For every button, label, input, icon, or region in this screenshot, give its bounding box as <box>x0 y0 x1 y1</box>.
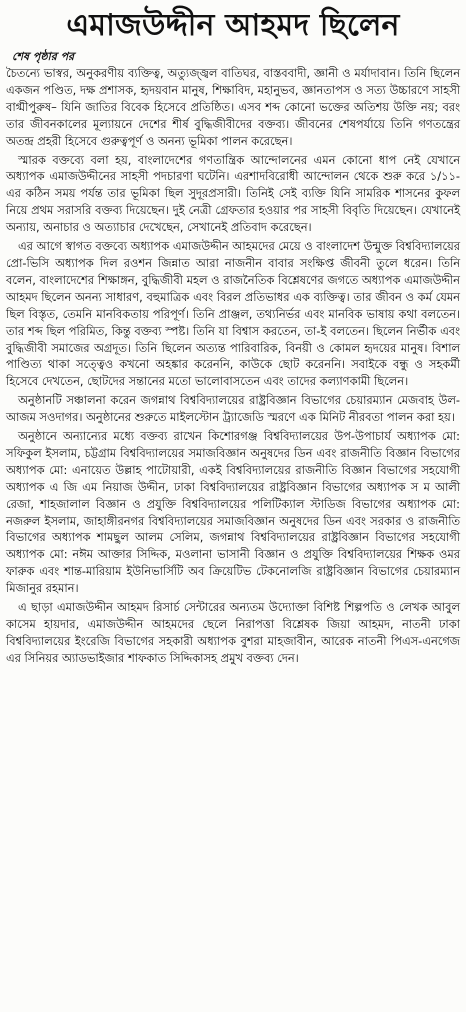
article-headline: এমাজউদ্দীন আহমদ ছিলেন <box>66 8 400 43</box>
article-paragraph-6: এ ছাড়া এমাজউদ্দীন আহমদ রিসার্চ সেন্টারের অন্যতম উদ্যোক্তা বিশিষ্ট শিল্পপতি ও লেখক আবুল কাসেম হায়দার, এমাজউদ্দীন আহমদের ছেলে নিরাপত্তা বিশ্লেষক জিয়া আহমদ, নাতনী ঢাকা বিশ্ববিদ্যালয়ের ইংরেজি বিভাগের সহকারী অধ্যাপক বুশরা মাহজাবীন, আরেক নাতনী পিএস-এনগেজ এর সিনিয়র অ্যাডভাইজার শাফকাত সিদ্দিকাসহ প্রমুখ বক্তব্য দেন। <box>6 600 460 665</box>
article-body <box>6 65 460 667</box>
article-paragraph-1: চৈতন্যে ভাস্বর, অনুকরণীয় ব্যক্তিত্ব, অত্যুজ্জ্বল বাতিঘর, বাস্তববাদী, জ্ঞানী ও মর্যাদাবান। তিনি ছিলেন একজন পণ্ডিত, দক্ষ প্রশাসক, হৃদয়বান মানুষ, শিক্ষাবিদ, মহানুভব, জ্ঞানতাপস ও সত্য উচ্চারণে সাহসী বাগ্মীপুরুষ– যিনি জাতির বিবেক হিসেবে প্রতিষ্ঠিত। এসব শব্দ কোনো ভক্তের অতিশয় উক্তি নয়; বরং তার জীবনকালের মূল্যায়নে দেশের শীর্ষ বুদ্ধিজীবীদের বক্তব্য। জীবনের শেষপর্যায়ে তিনি গণতন্ত্রের অতন্দ্র প্রহরী হিসেবে গুরুত্বপূর্ণ ও অনন্য ভূমিকা পালন করেছেন। <box>6 66 460 148</box>
article-paragraph-2: স্মারক বক্তব্যে বলা হয়, বাংলাদেশের গণতান্ত্রিক আন্দোলনের এমন কোনো ধাপ নেই যেখানে অধ্যাপক এমাজউদ্দীনের সাহসী পদচারণা ঘটেনি। এরশাদবিরোধী আন্দোলন থেকে শুরু করে ১/১১-এর কঠিন সময় পর্যন্ত তার ভূমিকা ছিল সুদূরপ্রসারী। তিনিই সেই ব্যক্তি যিনি সামরিক শাসনের কুফল নিয়ে প্রথম সরাসরি বক্তব্য দিয়েছেন। দুই নেত্রী গ্রেফতার হওয়ার পর সাহসী বিবৃতি দিয়েছেন। যেখানেই অন্যায়, অনাচার ও অত্যাচার দেখেছেন, সেখানেই প্রতিবাদ করেছেন। <box>6 152 460 235</box>
continued-from-label: শেষ পৃষ্ঠার পর <box>12 50 75 63</box>
article-paragraph-4: অনুষ্ঠানটি সঞ্চালনা করেন জগন্নাথ বিশ্ববিদ্যালয়ের রাষ্ট্রবিজ্ঞান বিভাগের চেয়ারম্যান মেজবাহ উল-আজম সওদাগর। অনুষ্ঠানের শুরুতে মাইলস্টোন ট্র্যাজেডি স্মরণে এক মিনিট নীরবতা পালন করা হয়। <box>6 393 460 425</box>
article-paragraph-3: এর আগে স্বাগত বক্তব্যে অধ্যাপক এমাজউদ্দীন আহমদের মেয়ে ও বাংলাদেশ উন্মুক্ত বিশ্ববিদ্যালয়ের প্রো-ভিসি অধ্যাপক দিল রওশন জিন্নাত আরা নাজনীন বাবার সংক্ষিপ্ত জীবনী তুলে ধরেন। তিনি বলেন, বাংলাদেশের শিক্ষাঙ্গন, বুদ্ধিজীবী মহল ও রাজনৈতিক বিশ্লেষণের জগতে অধ্যাপক এমাজউদ্দীন আহমদ ছিলেন অনন্য সাধারণ, বহুমাত্রিক এবং বিরল প্রতিভাধর এক ব্যক্তিত্ব। তার জীবন ও কর্ম যেমন ছিল বিস্তৃত, তেমনি মানবিকতায় পরিপূর্ণ। তিনি প্রাঞ্জল, তথ্যনির্ভর এবং মানবিক ভাষায় কথা বলতেন। তার শব্দ ছিল পরিমিত, কিন্তু বক্তব্য স্পষ্ট। তিনি যা বিশ্বাস করতেন, তা-ই বলতেন। ছিলেন নির্ভীক এবং বুদ্ধিজীবী সমাজের অগ্রদূত। তিনি ছিলেন অত্যন্ত পারিবারিক, বিনয়ী ও কোমল হৃদয়ের মানুষ। বিশাল পাণ্ডিত্য থাকা সত্ত্বেও কখনো অহঙ্কার করেননি, কাউকে ছোট করেননি। সবাইকে বন্ধু ও সহকর্মী হিসেবে দেখতেন, ছোটদের সন্তানের মতো ভালোবাসতেন এবং তাদের কল্যাণকামী ছিলেন। <box>6 239 460 389</box>
article-paragraph-5: অনুষ্ঠানে অন্যান্যের মধ্যে বক্তব্য রাখেন কিশোরগঞ্জ বিশ্ববিদ্যালয়ের উপ-উপাচার্য অধ্যাপক মো: সফিকুল ইসলাম, চট্টগ্রাম বিশ্ববিদ্যালয়ের সমাজবিজ্ঞান অনুষদের ডিন এবং রাজনীতি বিজ্ঞান বিভাগের অধ্যাপক মো: এনায়েত উল্লাহ পাটোয়ারী, একই বিশ্ববিদ্যালয়ের রাজনীতি বিজ্ঞান বিভাগের সহযোগী অধ্যাপক এ জি এম নিয়াজ উদ্দীন, ঢাকা বিশ্ববিদ্যালয়ের রাষ্ট্রবিজ্ঞান বিভাগের অধ্যাপক স ম আলী রেজা, শাহজালাল বিজ্ঞান ও প্রযুক্তি বিশ্ববিদ্যালয়ের পলিটিক্যাল স্টাডিজ বিভাগের অধ্যাপক মো: নজরুল ইসলাম, জাহাঙ্গীরনগর বিশ্ববিদ্যালয়ের সমাজবিজ্ঞান অনুষদের ডিন এবং সরকার ও রাজনীতি বিভাগের অধ্যাপক শামছুল আলম সেলিম, জগন্নাথ বিশ্ববিদ্যালয়ের রাষ্ট্রবিজ্ঞান বিভাগের সহযোগী অধ্যাপক মো: নঈম আক্তার সিদ্দিক, মওলানা ভাসানী বিজ্ঞান ও প্রযুক্তি বিশ্ববিদ্যালয়ের শিক্ষক ওমর ফারুক এবং শান্ত-মারিয়াম ইউনিভার্সিটি অব ক্রিয়েটিভ টেকনোলজি রাষ্ট্রবিজ্ঞান বিভাগের চেয়ারম্যান মিজানুর রহমান। <box>6 429 460 596</box>
